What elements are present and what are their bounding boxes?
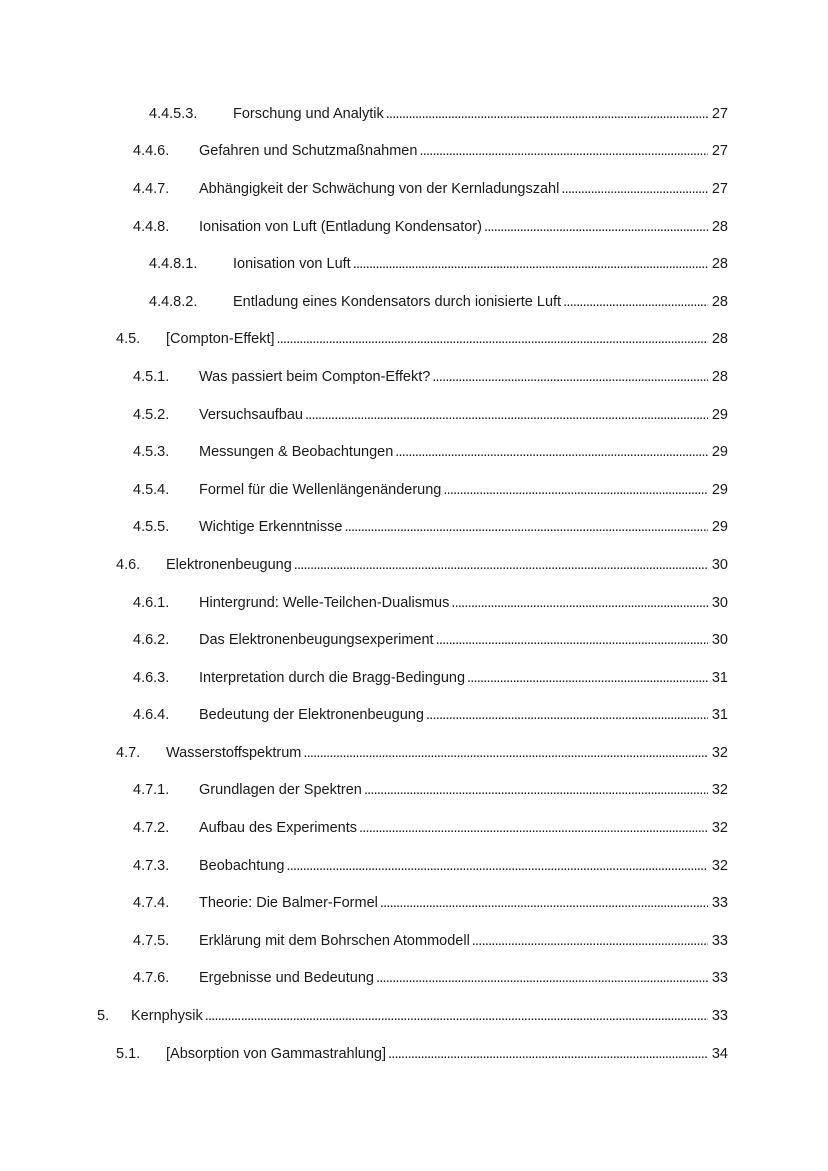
toc-entry-title: Grundlagen der Spektren <box>199 782 362 799</box>
toc-dot-leader <box>294 557 708 573</box>
toc-entry-number: 5.1. <box>116 1045 141 1062</box>
toc-dot-leader <box>561 181 708 197</box>
toc-dot-leader <box>436 632 708 648</box>
toc-entry-title: Ionisation von Luft <box>233 256 351 273</box>
toc-dot-leader <box>451 595 708 611</box>
toc-entry-page: 27 <box>711 105 728 122</box>
toc-entry-page: 32 <box>711 857 728 874</box>
toc-dot-leader <box>277 331 708 347</box>
toc-dot-leader <box>353 256 708 272</box>
toc-entry-number: 4.4.8.2. <box>149 293 198 310</box>
toc-dot-leader <box>426 707 708 723</box>
toc-entry-title: Aufbau des Experiments <box>199 820 357 837</box>
toc-entry-title: Kernphysik <box>131 1008 203 1025</box>
toc-dot-leader <box>344 519 708 535</box>
toc-entry[interactable] <box>0 809 828 847</box>
toc-entry[interactable] <box>0 358 828 396</box>
toc-entry-number: 4.4.5.3. <box>149 105 198 122</box>
toc-entry[interactable] <box>0 922 828 960</box>
toc-dot-leader <box>467 670 708 686</box>
toc-entry-number: 4.7.3. <box>133 857 170 874</box>
toc-entry-number: 4.4.8.1. <box>149 256 198 273</box>
toc-entry-number: 4.5.4. <box>133 481 170 498</box>
toc-dot-leader <box>376 970 708 986</box>
toc-entry[interactable] <box>0 884 828 922</box>
toc-entry-number: 4.6.4. <box>133 707 170 724</box>
toc-entry[interactable] <box>0 772 828 810</box>
toc-entry-page: 33 <box>711 970 728 987</box>
toc-entry-page: 28 <box>711 293 728 310</box>
toc-dot-leader <box>472 933 708 949</box>
toc-entry-number: 4.6. <box>116 556 141 573</box>
toc-dot-leader <box>359 820 708 836</box>
toc-entry-number: 4.6.1. <box>133 594 170 611</box>
toc-dot-leader <box>364 782 708 798</box>
toc-entry[interactable] <box>0 659 828 697</box>
toc-dot-leader <box>305 407 708 423</box>
toc-entry[interactable] <box>0 960 828 998</box>
toc-entry-page: 33 <box>711 932 728 949</box>
toc-entry-page: 30 <box>711 594 728 611</box>
toc-entry-number: 4.4.6. <box>133 143 170 160</box>
table-of-contents <box>0 95 828 1072</box>
toc-entry[interactable] <box>0 245 828 283</box>
toc-dot-leader <box>303 745 708 761</box>
toc-entry-number: 4.5.2. <box>133 406 170 423</box>
toc-entry-page: 31 <box>711 707 728 724</box>
toc-entry[interactable] <box>0 133 828 171</box>
toc-dot-leader <box>205 1008 708 1024</box>
toc-entry[interactable] <box>0 697 828 735</box>
toc-entry-page: 32 <box>711 820 728 837</box>
toc-dot-leader <box>432 369 708 385</box>
toc-entry-number: 4.7.4. <box>133 895 170 912</box>
toc-dot-leader <box>419 143 708 159</box>
toc-entry-page: 30 <box>711 556 728 573</box>
toc-entry-title: Gefahren und Schutzmaßnahmen <box>199 143 418 160</box>
toc-entry-number: 5. <box>97 1008 110 1025</box>
toc-entry-title: Versuchsaufbau <box>199 406 303 423</box>
toc-entry-number: 4.7.1. <box>133 782 170 799</box>
toc-entry-page: 34 <box>711 1045 728 1062</box>
toc-entry[interactable] <box>0 1035 828 1073</box>
toc-entry-number: 4.5. <box>116 331 141 348</box>
toc-entry-title: Was passiert beim Compton-Effekt? <box>199 368 431 385</box>
toc-entry-page: 27 <box>711 180 728 197</box>
toc-entry[interactable] <box>0 170 828 208</box>
toc-entry[interactable] <box>0 734 828 772</box>
toc-entry-title: Messungen & Beobachtungen <box>199 444 394 461</box>
toc-entry-number: 4.7.6. <box>133 970 170 987</box>
toc-dot-leader <box>443 482 708 498</box>
toc-entry-number: 4.6.3. <box>133 669 170 686</box>
toc-entry-title: Formel für die Wellenlängenänderung <box>199 481 442 498</box>
toc-entry[interactable] <box>0 433 828 471</box>
toc-entry-page: 28 <box>711 256 728 273</box>
toc-entry-title: Abhängigkeit der Schwächung von der Kernladungszahl <box>199 180 560 197</box>
toc-entry[interactable] <box>0 621 828 659</box>
toc-entry-title: [Absorption von Gammastrahlung] <box>166 1045 387 1062</box>
toc-entry-number: 4.4.8. <box>133 218 170 235</box>
toc-entry-title: Erklärung mit dem Bohrschen Atommodell <box>199 932 470 949</box>
toc-entry-title: Theorie: Die Balmer-Formel <box>199 895 378 912</box>
toc-dot-leader <box>380 895 708 911</box>
toc-entry-page: 31 <box>711 669 728 686</box>
toc-entry-title: Forschung und Analytik <box>233 105 384 122</box>
toc-entry-page: 28 <box>711 331 728 348</box>
toc-dot-leader <box>395 444 708 460</box>
toc-entry-title: Entladung eines Kondensators durch ionisierte Luft <box>233 293 562 310</box>
toc-entry-number: 4.7.5. <box>133 932 170 949</box>
toc-entry-title: Elektronenbeugung <box>166 556 292 573</box>
toc-dot-leader <box>286 858 708 874</box>
toc-entry-title: Ionisation von Luft (Entladung Kondensator) <box>199 218 482 235</box>
toc-entry-title: Hintergrund: Welle-Teilchen-Dualismus <box>199 594 450 611</box>
toc-entry-page: 28 <box>711 368 728 385</box>
toc-entry-number: 4.5.1. <box>133 368 170 385</box>
toc-entry-number: 4.5.5. <box>133 519 170 536</box>
toc-entry-page: 33 <box>711 1008 728 1025</box>
toc-entry[interactable] <box>0 471 828 509</box>
toc-entry[interactable] <box>0 95 828 133</box>
toc-dot-leader <box>563 294 708 310</box>
toc-entry[interactable] <box>0 997 828 1035</box>
toc-entry-number: 4.7.2. <box>133 820 170 837</box>
toc-entry-title: Ergebnisse und Bedeutung <box>199 970 374 987</box>
toc-entry-number: 4.5.3. <box>133 444 170 461</box>
toc-entry[interactable] <box>0 546 828 584</box>
toc-entry-title: Wichtige Erkenntnisse <box>199 519 343 536</box>
toc-entry[interactable] <box>0 396 828 434</box>
toc-entry-page: 29 <box>711 481 728 498</box>
toc-entry-title: Wasserstoffspektrum <box>166 744 302 761</box>
toc-entry-page: 33 <box>711 895 728 912</box>
toc-entry-title: Interpretation durch die Bragg-Bedingung <box>199 669 466 686</box>
toc-entry-title: [Compton-Effekt] <box>166 331 275 348</box>
toc-entry[interactable] <box>0 847 828 885</box>
toc-entry-page: 32 <box>711 744 728 761</box>
toc-entry-page: 29 <box>711 444 728 461</box>
toc-entry-page: 29 <box>711 519 728 536</box>
toc-entry[interactable] <box>0 584 828 622</box>
toc-entry[interactable] <box>0 321 828 359</box>
toc-entry-title: Das Elektronenbeugungsexperiment <box>199 632 434 649</box>
toc-entry-title: Beobachtung <box>199 857 285 874</box>
toc-entry-page: 32 <box>711 782 728 799</box>
toc-entry-page: 30 <box>711 632 728 649</box>
toc-entry-number: 4.7. <box>116 744 141 761</box>
toc-entry[interactable] <box>0 208 828 246</box>
toc-entry-page: 27 <box>711 143 728 160</box>
toc-entry[interactable] <box>0 283 828 321</box>
toc-entry-number: 4.6.2. <box>133 632 170 649</box>
toc-entry-title: Bedeutung der Elektronenbeugung <box>199 707 424 724</box>
toc-dot-leader <box>386 106 708 122</box>
toc-dot-leader <box>388 1046 708 1062</box>
toc-entry[interactable] <box>0 509 828 547</box>
toc-dot-leader <box>484 219 708 235</box>
toc-entry-page: 29 <box>711 406 728 423</box>
toc-entry-number: 4.4.7. <box>133 180 170 197</box>
toc-entry-page: 28 <box>711 218 728 235</box>
